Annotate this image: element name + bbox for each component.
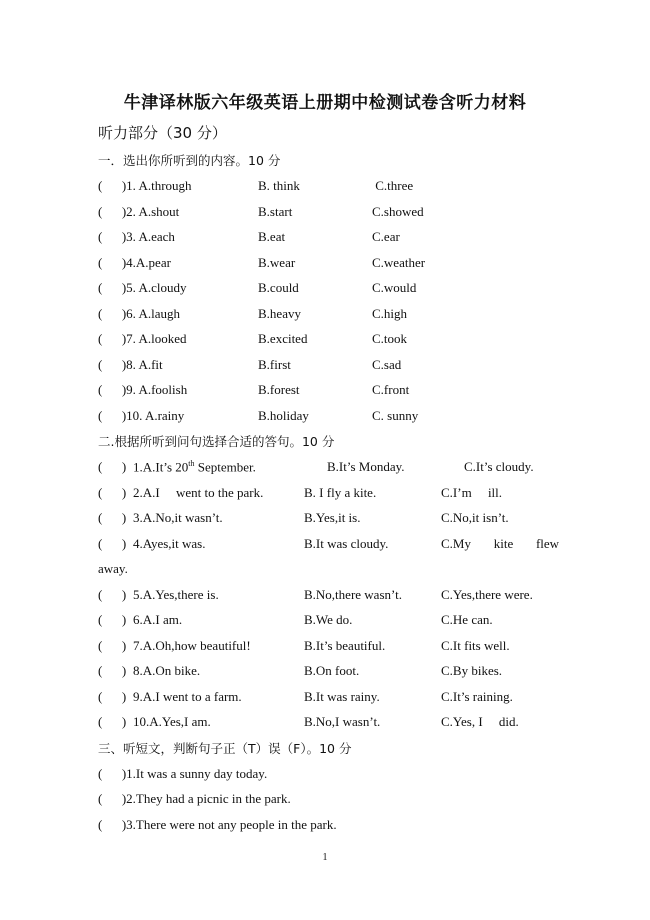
option-c: C.would: [372, 280, 417, 295]
option-b: B.It’s beautiful.: [304, 638, 386, 653]
option-a: 10.A.Yes,I am.: [133, 714, 211, 729]
answer-bracket: ( ): [98, 714, 127, 729]
option-a: 6.A.I am.: [133, 612, 183, 627]
question-number: ( )5. A.cloudy: [98, 280, 187, 295]
ordinal-suffix: th: [188, 459, 195, 468]
option-b: B. I fly a kite.: [304, 485, 377, 500]
option-a: 7.A.Oh,how beautiful!: [133, 638, 251, 653]
option-c: C.ear: [372, 229, 400, 244]
option-b: B. think: [258, 178, 300, 193]
question-number: ( )1. A.through: [98, 178, 192, 193]
answer-bracket: ( ): [98, 612, 127, 627]
option-b: B.wear: [258, 255, 296, 270]
option-b: B.could: [258, 280, 299, 295]
question-number: ( )6. A.laugh: [98, 306, 180, 321]
option-a: 4.Ayes,it was.: [133, 536, 206, 551]
question-number: ( )10. A.rainy: [98, 408, 185, 423]
option-b: B.No,there wasn’t.: [304, 587, 402, 602]
option-b: B.heavy: [258, 306, 301, 321]
option-b: B.excited: [258, 331, 308, 346]
option-a: 5.A.Yes,there is.: [133, 587, 219, 602]
question-number: ( )7. A.looked: [98, 331, 187, 346]
option-a-text: 1.A.It’s 20: [133, 459, 189, 475]
option-a: 9.A.I went to a farm.: [133, 689, 242, 704]
wrapped-text: away.: [98, 561, 128, 576]
option-b: B.It’s Monday.: [327, 459, 405, 474]
option-a-text-end: September.: [194, 459, 256, 475]
question-number: ( )9. A.foolish: [98, 382, 188, 397]
option-c: C.Yes,there were.: [441, 587, 533, 602]
option-c: C.He can.: [441, 612, 493, 627]
option-b: B.holiday: [258, 408, 309, 423]
answer-bracket: ( ): [98, 510, 127, 525]
statement-text: ( )2.They had a picnic in the park.: [98, 791, 291, 806]
question-number: ( )4.A.pear: [98, 255, 171, 270]
option-c: C.showed: [372, 204, 424, 219]
section-1-heading: 一．选出你所听到的内容。10 分: [98, 153, 281, 168]
answer-bracket: ( ): [98, 663, 127, 678]
option-c: C.I’m ill.: [441, 485, 503, 500]
option-c: C.front: [372, 382, 410, 397]
option-b: B.Yes,it is.: [304, 510, 361, 525]
option-c: C.It’s cloudy.: [464, 459, 534, 474]
option-c: C.weather: [372, 255, 426, 270]
answer-bracket: ( ): [98, 536, 127, 551]
option-c: C.sad: [372, 357, 402, 372]
option-c: C.three: [372, 178, 414, 193]
statement-text: ( )3.There were not any people in the park.: [98, 817, 337, 832]
answer-bracket: ( ): [98, 638, 127, 653]
part-heading: 听力部分（30 分）: [98, 124, 227, 142]
option-b: B.start: [258, 204, 293, 219]
answer-bracket: ( ): [98, 587, 127, 602]
option-b: B.eat: [258, 229, 286, 244]
option-b: B.We do.: [304, 612, 353, 627]
section-2-heading: 二.根据所听到问句选择合适的答句。10 分: [98, 434, 335, 449]
option-b: B.It was cloudy.: [304, 536, 389, 551]
option-c: C.Yes, I did.: [441, 714, 519, 729]
option-b: B.forest: [258, 382, 300, 397]
answer-bracket: ( ): [98, 485, 127, 500]
section-3-heading: 三、听短文，判断句子正（T）误（F）。10 分: [98, 741, 352, 756]
option-c: C.took: [372, 331, 408, 346]
option-b: B.It was rainy.: [304, 689, 380, 704]
option-c: C.It fits well.: [441, 638, 510, 653]
answer-bracket: ( ): [98, 689, 127, 704]
option-c: C. sunny: [372, 408, 419, 423]
option-a: 2.A.I went to the park.: [133, 485, 264, 500]
option-c: C.My kite flew: [441, 536, 560, 551]
question-number: ( )3. A.each: [98, 229, 175, 244]
option-a: 3.A.No,it wasn’t.: [133, 510, 223, 525]
option-c: C.No,it isn’t.: [441, 510, 509, 525]
option-a: [133, 459, 256, 475]
option-c: C.high: [372, 306, 408, 321]
option-b: B.On foot.: [304, 663, 360, 678]
option-c: C.By bikes.: [441, 663, 503, 678]
option-c: C.It’s raining.: [441, 689, 513, 704]
option-b: B.No,I wasn’t.: [304, 714, 381, 729]
answer-bracket: ( ): [98, 459, 127, 474]
page-title: 牛津译林版六年级英语上册期中检测试卷含听力材料: [123, 93, 527, 113]
page-number: 1: [322, 852, 328, 863]
question-number: ( )2. A.shout: [98, 204, 180, 219]
question-number: ( )8. A.fit: [98, 357, 163, 372]
statement-text: ( )1.It was a sunny day today.: [98, 766, 268, 781]
option-a: 8.A.On bike.: [133, 663, 201, 678]
option-b: B.first: [258, 357, 291, 372]
